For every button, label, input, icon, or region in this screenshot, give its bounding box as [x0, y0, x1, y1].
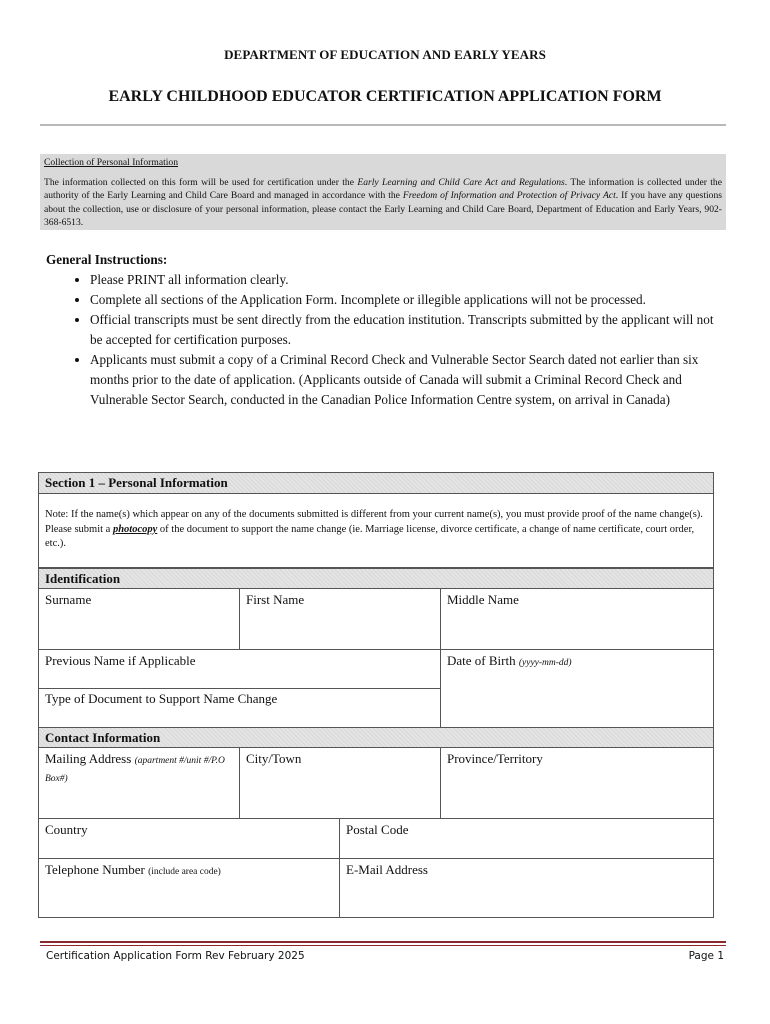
page-number: Page 1 — [688, 950, 724, 962]
privacy-text-start: The information collected on this form will be used for certification under the — [44, 176, 358, 188]
surname-label: Surname — [45, 592, 92, 607]
mailing-address-hint: (apartment #/unit #/P.O Box#) — [45, 756, 225, 784]
note-text-end: of the document to support the name change (ie. Marriage license, divorce certificate, a change of name certificate, court order, etc.). — [45, 523, 695, 549]
telephone-field[interactable] — [38, 858, 340, 918]
telephone-hint: (include area code) — [148, 867, 221, 877]
act-name-foippa: Freedom of Information and Protection of Privacy Act — [402, 190, 616, 201]
first-name-field[interactable] — [239, 588, 441, 650]
privacy-heading: Collection of Personal Information — [44, 157, 179, 168]
city-town-label: City/Town — [246, 751, 302, 766]
instruction-item: • Official transcripts must be sent directly from the education institution. Transcripts submitted by the applicant will not be accepted for certification purposes. — [90, 310, 716, 350]
contact-information-heading: Contact Information — [38, 727, 714, 748]
first-name-label: First Name — [246, 592, 305, 607]
instruction-item: • Applicants must submit a copy of a Criminal Record Check and Vulnerable Sector Search dated not earlier than six months prior to the date of application. (Applicants outside of Canada will submit a Criminal Record Check and Vulnerable Sector Search, conducted in the Canadian Police Information Centre system, on arrival in Canada) — [90, 350, 716, 410]
postal-code-label: Postal Code — [346, 822, 409, 837]
general-instructions — [46, 250, 716, 410]
province-territory-label: Province/Territory — [447, 751, 543, 766]
document-type-label: Type of Document to Support Name Change — [45, 691, 278, 706]
footer-revision: Certification Application Form Rev February 2025 — [46, 950, 305, 962]
identification-heading: Identification — [38, 568, 714, 589]
date-of-birth-field[interactable] — [440, 649, 714, 728]
dob-format-hint: (yyyy-mm-dd) — [518, 658, 572, 668]
name-change-note — [38, 494, 714, 568]
middle-name-field[interactable] — [440, 588, 714, 650]
surname-field[interactable] — [38, 588, 240, 650]
privacy-text-middle: . The information is collected under the authority of the Early Learning and Child Care Board and managed in accordance with the — [44, 176, 722, 201]
department-name: DEPARTMENT OF EDUCATION AND EARLY YEARS — [224, 47, 546, 62]
mailing-address-label: Mailing Address — [45, 751, 135, 766]
previous-name-field[interactable] — [38, 649, 441, 689]
title-divider — [40, 124, 726, 126]
act-name-elcc: Early Learning and Child Care Act and Regulations — [357, 176, 565, 188]
instruction-item: • Please PRINT all information clearly. — [90, 270, 716, 290]
privacy-text — [44, 176, 722, 230]
footer-divider — [40, 941, 726, 943]
privacy-text-end: . If you have any questions about the collection, use or disclosure of your personal information, please contact the Early Learning and Child Care Board, Department of Education and Early Years, 902-368-6513. — [44, 190, 722, 228]
email-field[interactable] — [339, 858, 714, 918]
privacy-notice-box — [40, 154, 726, 230]
photocopy-emphasis: photocopy — [112, 523, 158, 535]
form-title: EARLY CHILDHOOD EDUCATOR CERTIFICATION APPLICATION FORM — [108, 88, 662, 105]
instructions-heading: General Instructions: — [46, 252, 168, 267]
mailing-address-field[interactable] — [38, 747, 240, 819]
footer-divider-thin — [40, 945, 726, 946]
email-label: E-Mail Address — [346, 862, 428, 877]
middle-name-label: Middle Name — [447, 592, 519, 607]
postal-code-field[interactable] — [339, 818, 714, 859]
instructions-list — [46, 270, 716, 410]
dob-label: Date of Birth — [447, 653, 519, 668]
province-territory-field[interactable] — [440, 747, 714, 819]
previous-name-label: Previous Name if Applicable — [45, 653, 196, 668]
instruction-item: • Complete all sections of the Application Form. Incomplete or illegible applications will not be processed. — [90, 290, 716, 310]
telephone-label: Telephone Number — [45, 862, 149, 877]
section-1-heading: Section 1 – Personal Information — [38, 472, 714, 494]
note-text-start: Note: If the name(s) which appear on any of the documents submitted is different from your current name(s), you must provide proof of the name change(s). Please submit a — [45, 509, 703, 535]
city-town-field[interactable] — [239, 747, 441, 819]
country-field[interactable] — [38, 818, 340, 859]
document-type-field[interactable] — [38, 688, 441, 728]
country-label: Country — [45, 822, 88, 837]
